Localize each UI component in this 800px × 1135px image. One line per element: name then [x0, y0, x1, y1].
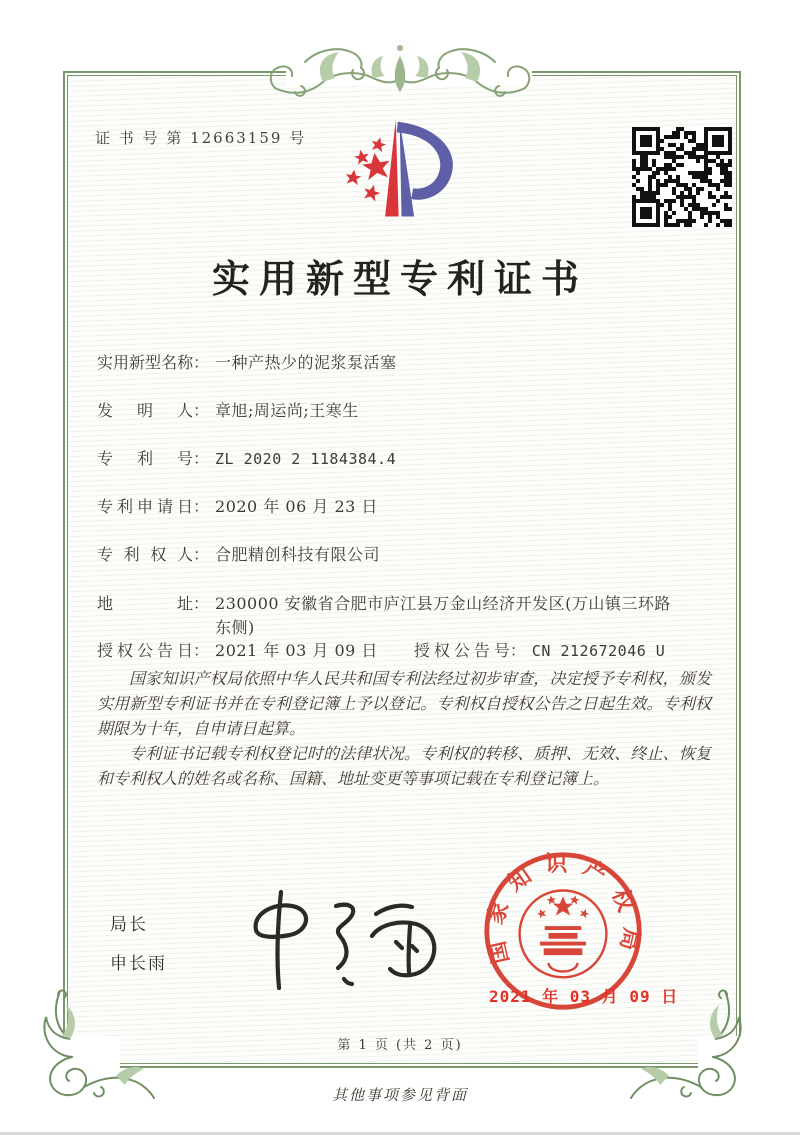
field-colon: ：	[193, 449, 210, 468]
field-label: 实 用 新 型 名 称	[97, 353, 194, 372]
field-colon: ：	[193, 641, 210, 660]
field-label: 专 利 号	[97, 449, 193, 468]
cnipa-logo-icon	[330, 104, 475, 239]
field-row-patentee	[97, 544, 715, 592]
legal-text-block	[97, 666, 711, 791]
body-paragraph: 国家知识产权局依照中华人民共和国专利法经过初步审查，决定授予专利权，颁发实用新型专利证书并在专利登记簿上予以登记。专利权自授权公告之日起生效。专利权期限为十年，自申请日起算。	[97, 669, 711, 738]
certificate-number: 证 书 号 第 12663159 号	[95, 129, 307, 147]
field-colon: ：	[193, 497, 210, 516]
signer-name: 申长雨	[110, 954, 167, 974]
field-value: 一种产热少的泥浆泵活塞	[215, 353, 397, 372]
field-row-filing-date	[97, 496, 715, 544]
field-pair-grant-number	[414, 640, 665, 662]
field-label: 地 址	[97, 594, 193, 613]
field-value: CN 212672046 U	[531, 642, 666, 660]
field-label: 发 明 人	[97, 401, 193, 420]
field-value: 230000 安徽省合肥市庐江县万金山经济开发区(万山镇三环路东侧)	[215, 594, 671, 637]
field-label: 专 利 申 请 日	[97, 497, 193, 516]
field-colon: ：	[193, 545, 210, 564]
seal-date: 2021 年 03 月 09 日	[489, 987, 679, 1006]
field-colon: ：	[193, 353, 210, 372]
field-value: 章旭;周运尚;王寒生	[215, 401, 359, 420]
seal-ring-text: 国家知识产权局	[481, 851, 645, 967]
field-value: 2021 年 03 月 09 日	[215, 641, 378, 660]
field-label: 专 利 权 人	[97, 545, 193, 564]
field-colon: ：	[193, 401, 210, 420]
body-paragraph: 专利证书记载专利权登记时的法律状况。专利权的转移、质押、无效、终止、恢复和专利权人的姓名或名称、国籍、地址变更等事项记载在专利登记簿上。	[97, 744, 711, 788]
field-value: 合肥精创科技有限公司	[215, 545, 381, 564]
signature-icon	[218, 876, 458, 998]
field-row-address	[97, 592, 715, 640]
field-row-name	[97, 352, 715, 400]
back-note: 其他事项参见背面	[331, 1086, 468, 1104]
field-row-patent-number	[97, 448, 715, 496]
page-title: 实用新型专利证书	[211, 256, 588, 301]
qr-code	[632, 127, 732, 227]
page-number: 第 1 页 (共 2 页)	[337, 1038, 463, 1053]
field-colon: ：	[193, 594, 210, 613]
field-value: 2020 年 06 月 23 日	[215, 497, 378, 516]
field-list	[97, 352, 715, 688]
field-colon: ：	[509, 641, 526, 660]
field-value: ZL 2020 2 1184384.4	[215, 450, 397, 468]
field-label: 授 权 公 告 号	[413, 641, 510, 660]
field-label: 授 权 公 告 日	[97, 641, 193, 660]
signer-title: 局长	[110, 915, 148, 935]
field-row-inventors	[97, 400, 715, 448]
signer-block	[110, 910, 167, 988]
